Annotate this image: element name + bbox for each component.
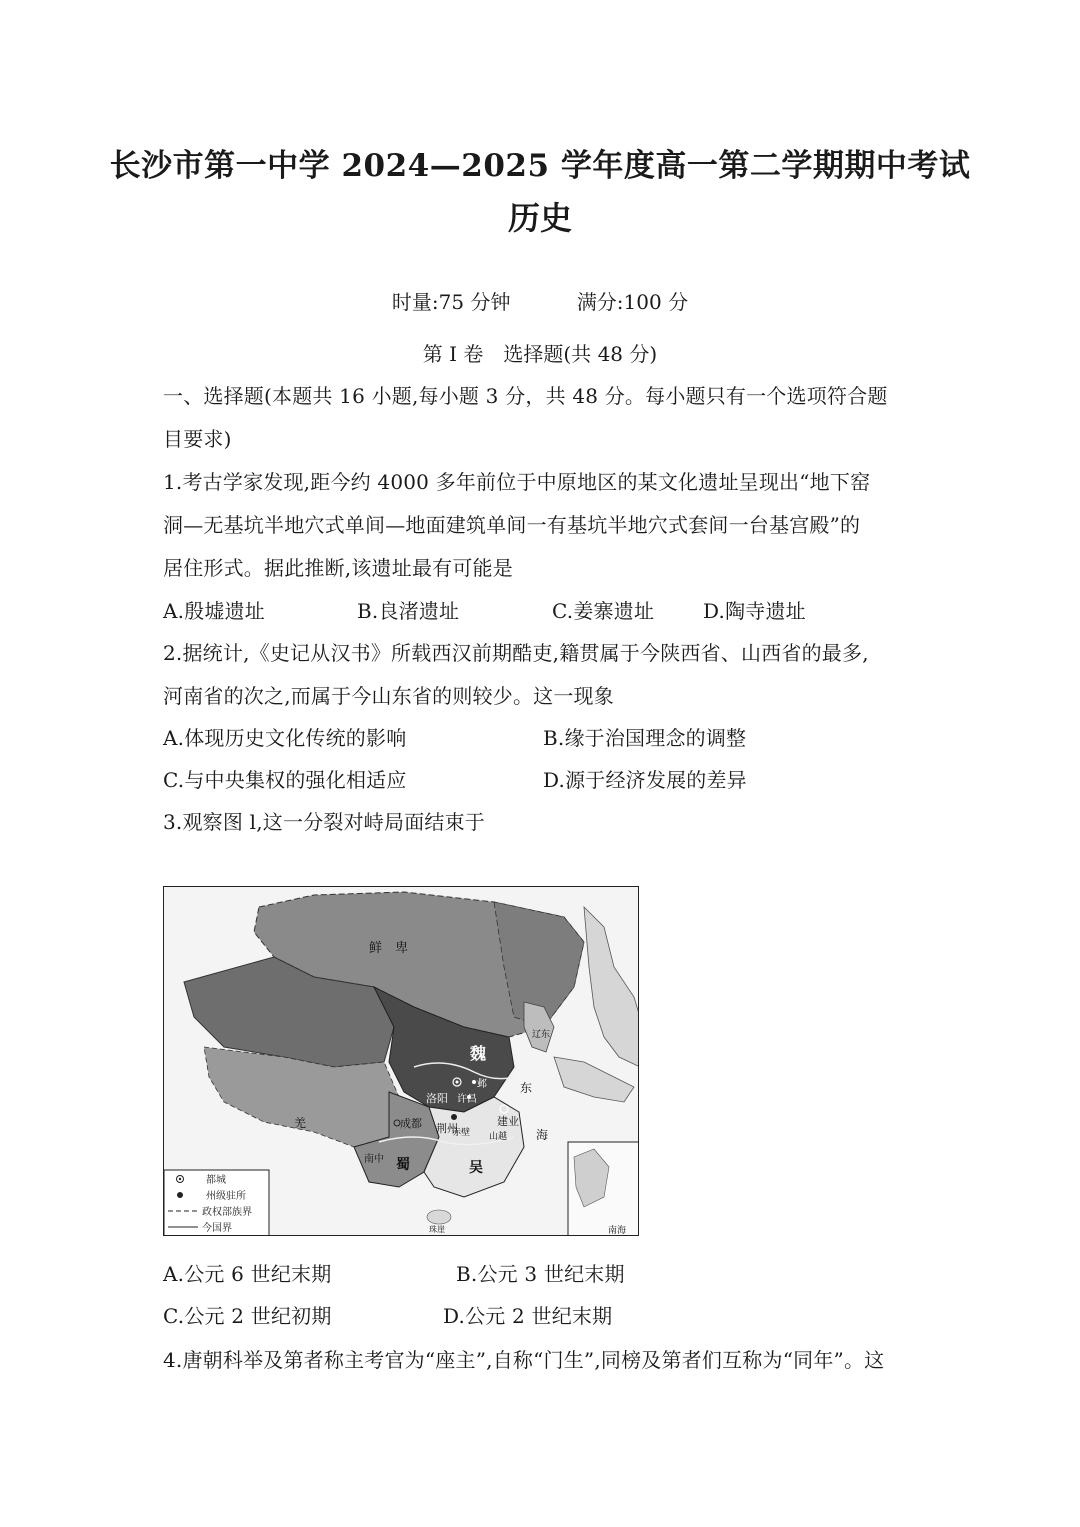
question-2-stem: 2.据统计,《史记从汉书》所载西汉前期酷吏,籍贯属于今陕西省、山西省的最多, <box>163 641 869 665</box>
full-score: 满分:100 分 <box>576 290 689 314</box>
map-label-hai: 海 <box>536 1128 549 1142</box>
map-label-qiang: 羌 <box>294 1116 307 1130</box>
option-d[interactable]: D.陶寺遗址 <box>703 599 806 623</box>
instruction-line: 目要求) <box>163 427 232 451</box>
map-label-zhuya: 珠崖 <box>429 1225 445 1234</box>
option-b[interactable]: B.良渚遗址 <box>357 599 460 623</box>
question-4-stem: 4.唐朝科举及第者称主考官为“座主”,自称“门生”,同榜及第者们互称为“同年”。这 <box>163 1348 885 1372</box>
question-2-options-row2 <box>163 764 923 790</box>
map-label-shu: 蜀 <box>396 1157 410 1173</box>
option-c[interactable]: C.公元 2 世纪初期 <box>163 1304 332 1328</box>
question-2-options-row1 <box>163 722 923 748</box>
instruction-line: 一、选择题(本题共 16 小题,每小题 3 分，共 48 分。每小题只有一个选项符合题 <box>163 384 888 408</box>
question-1-stem: 洞—无基坑半地穴式单间—地面建筑单间一有基坑半地穴式套间一台基宫殿”的 <box>163 513 861 537</box>
option-a[interactable]: A.殷墟遗址 <box>163 599 266 623</box>
option-d[interactable]: D.源于经济发展的差异 <box>543 768 747 792</box>
map-label-liaodong: 辽东 <box>532 1030 551 1040</box>
legend-modern-border: 今国界 <box>202 1223 232 1234</box>
subject-title: 历史 <box>507 199 572 237</box>
question-3-options-row2 <box>163 1300 923 1326</box>
option-c[interactable]: C.与中央集权的强化相适应 <box>163 768 407 792</box>
part-heading: 第 I 卷 选择题(共 48 分) <box>422 342 658 366</box>
option-a[interactable]: A.公元 6 世纪末期 <box>163 1262 332 1286</box>
option-c[interactable]: C.姜寨遗址 <box>552 599 655 623</box>
map-label-wu: 吴 <box>469 1160 483 1176</box>
question-3-options-row1 <box>163 1258 923 1284</box>
time-limit: 时量:75 分钟 <box>391 290 511 314</box>
map-label-nanhai: 南海 <box>608 1226 627 1236</box>
map-label-jingzhou: 荆州 <box>436 1122 458 1135</box>
map-label-wei: 魏 <box>470 1044 487 1063</box>
map-label-luoyang: 洛阳 <box>426 1092 448 1105</box>
map-label-nanzhong: 南中 <box>364 1154 384 1165</box>
map-label-dong: 东 <box>520 1081 533 1095</box>
map-label-xuchang: 许昌 <box>457 1094 477 1105</box>
option-b[interactable]: B.缘于治国理念的调整 <box>543 726 747 750</box>
legend-state-seat: 州级驻所 <box>206 1191 246 1202</box>
option-b[interactable]: B.公元 3 世纪末期 <box>456 1262 625 1286</box>
map-label-shanyue: 山越 <box>489 1132 508 1142</box>
exam-title: 长沙市第一中学 2024—2025 学年度高一第二学期期中考试 <box>109 148 971 184</box>
map-label-ye: 邺 <box>477 1079 487 1090</box>
option-a[interactable]: A.体现历史文化传统的影响 <box>163 726 407 750</box>
map-label-jianye: 建业 <box>497 1115 519 1128</box>
map-label-chengdu: 成都 <box>400 1117 422 1130</box>
three-kingdoms-map <box>163 886 639 1236</box>
question-1-options <box>163 595 923 621</box>
legend-regime-border: 政权部族界 <box>202 1207 252 1218</box>
question-1-stem: 居住形式。据此推断,该遗址最有可能是 <box>163 556 513 580</box>
legend-capital: 都城 <box>206 1175 226 1186</box>
map-label-chibi: 赤壁 <box>452 1128 471 1138</box>
option-d[interactable]: D.公元 2 世纪末期 <box>443 1304 613 1328</box>
exam-meta <box>0 286 1080 315</box>
question-3-stem: 3.观察图 l,这一分裂对峙局面结束于 <box>163 810 485 834</box>
question-1-stem: 1.考古学家发现,距今约 4000 多年前位于中原地区的某文化遗址呈现出“地下窑 <box>163 470 871 494</box>
question-2-stem: 河南省的次之,而属于今山东省的则较少。这一现象 <box>163 684 614 708</box>
map-label-xianbei: 鲜 卑 <box>369 941 409 956</box>
